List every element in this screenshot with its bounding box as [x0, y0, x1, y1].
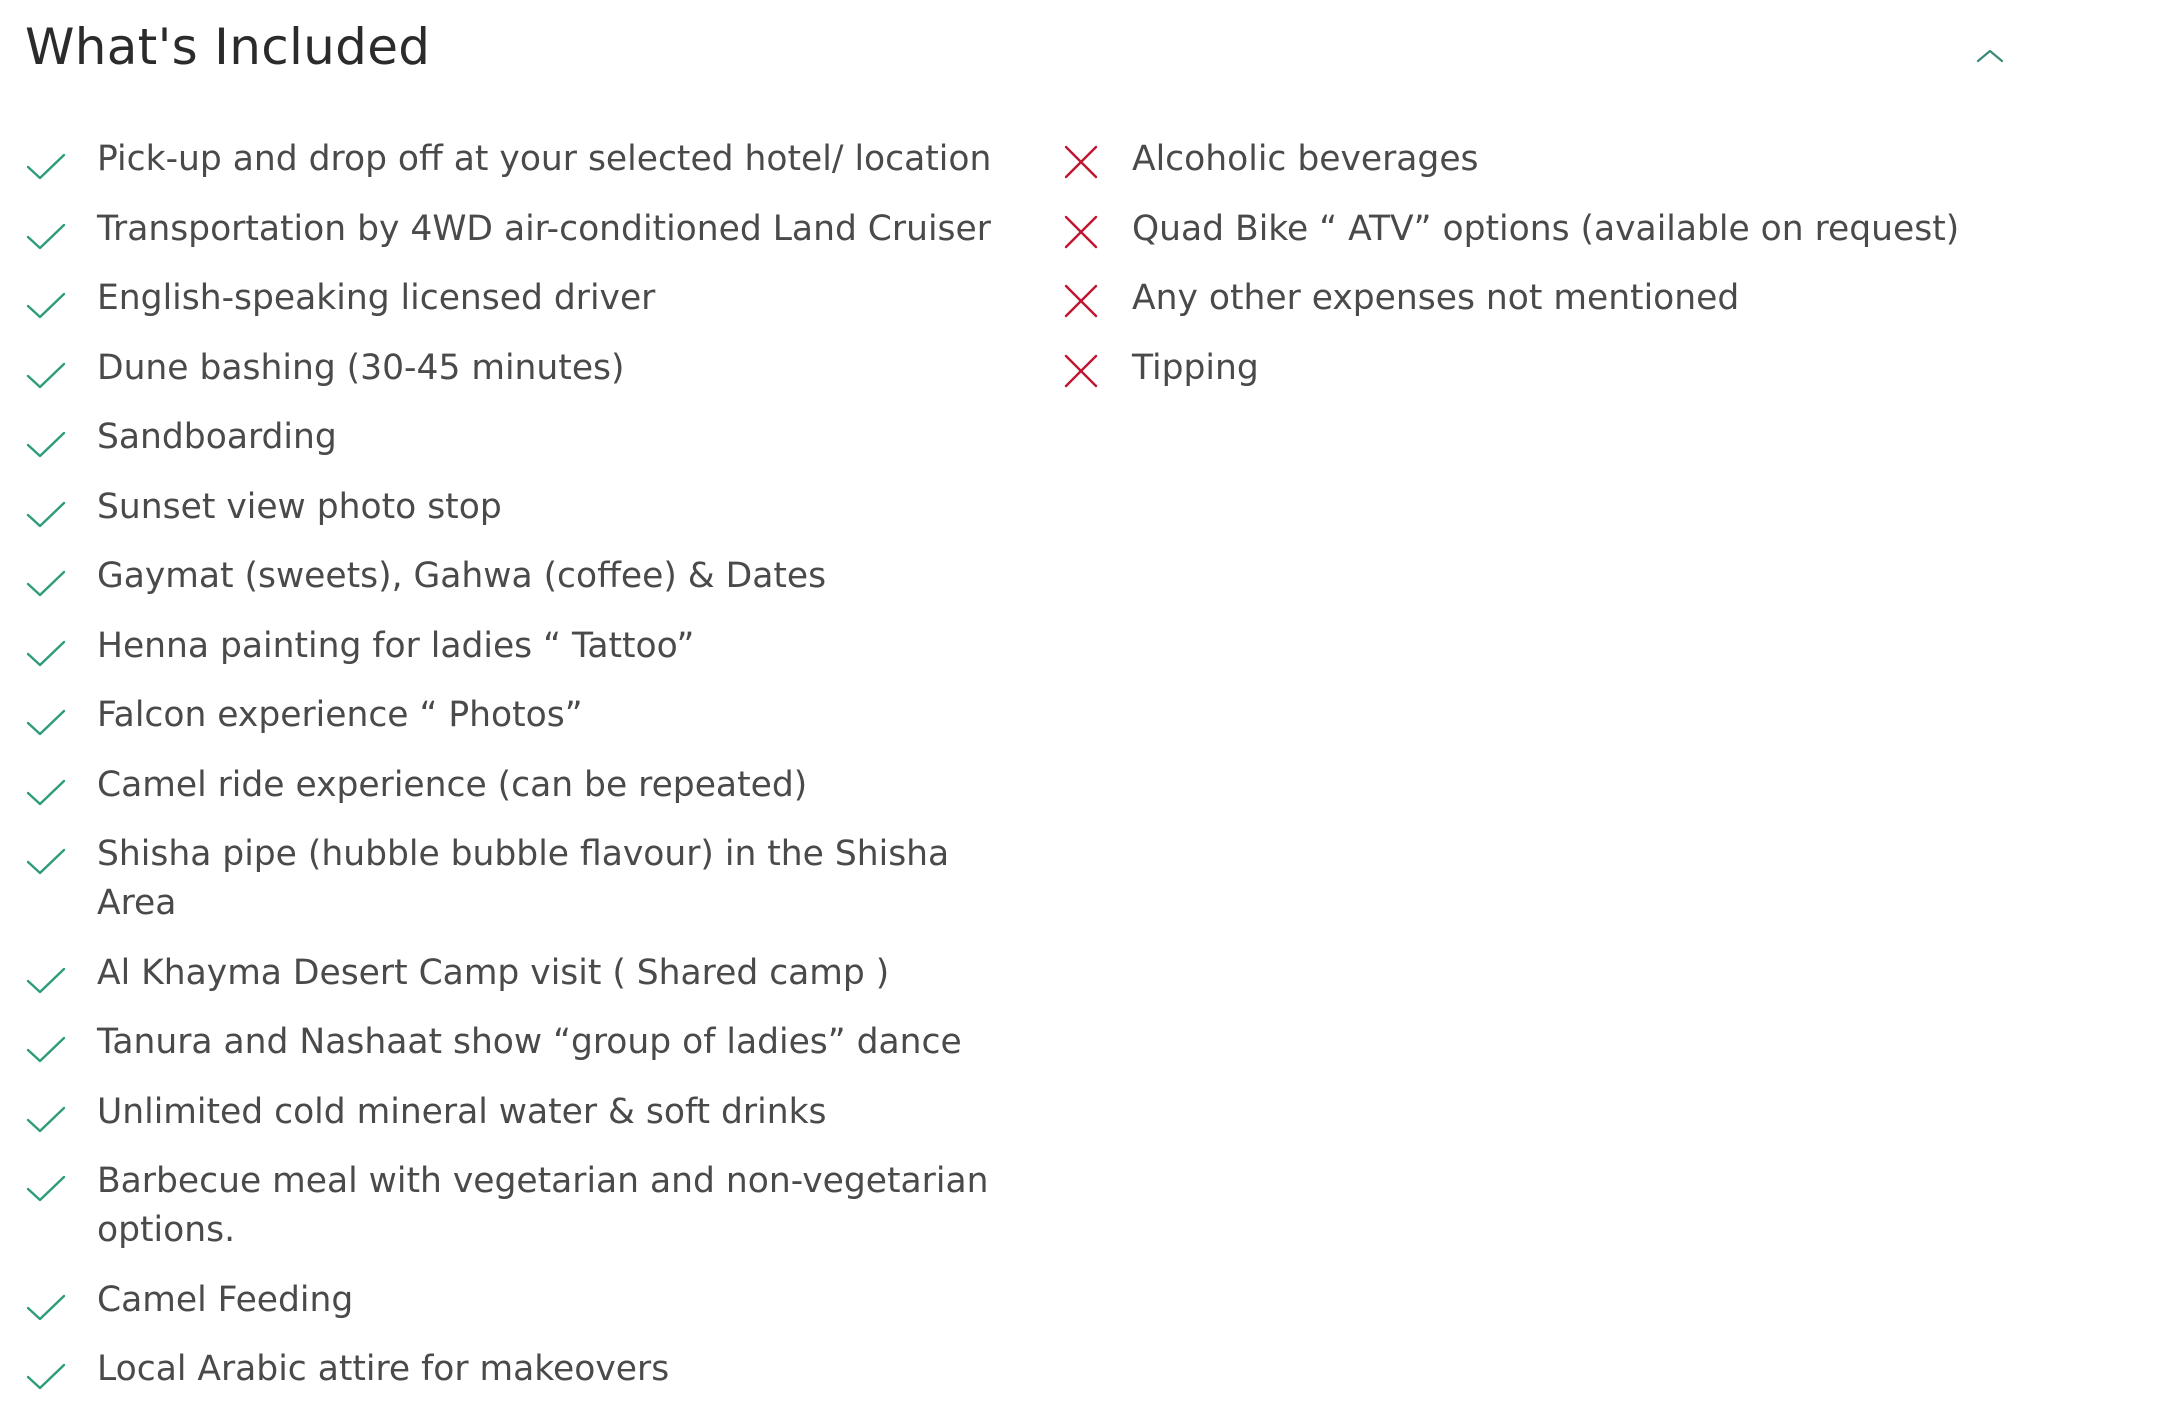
- included-item: [25, 1345, 1025, 1394]
- excluded-item-label: Any other expenses not mentioned: [1132, 278, 1740, 318]
- excluded-item: [1060, 135, 1960, 184]
- included-item-label: Barbecue meal with vegetarian and non-vegetarian options.: [97, 1161, 989, 1250]
- check-icon: [25, 284, 67, 326]
- excluded-item: [1060, 344, 1960, 393]
- included-item: [25, 413, 1025, 462]
- chevron-up-icon: [1975, 48, 2005, 64]
- included-item: [25, 949, 1025, 998]
- included-item-label: Falcon experience “ Photos”: [97, 695, 583, 735]
- check-icon: [25, 493, 67, 535]
- check-icon: [25, 959, 67, 1001]
- check-icon: [25, 423, 67, 465]
- included-item-label: Sandboarding: [97, 417, 337, 457]
- included-item-label: Shisha pipe (hubble bubble flavour) in the Shisha Area: [97, 834, 950, 923]
- included-item-label: Dune bashing (30-45 minutes): [97, 347, 625, 388]
- included-item: [25, 552, 1025, 601]
- check-icon: [25, 562, 67, 604]
- excluded-item-label: Quad Bike “ ATV” options (available on request): [1132, 208, 1960, 249]
- included-item: [25, 135, 1025, 184]
- included-item-label: Gaymat (sweets), Gahwa (coffee) & Dates: [97, 556, 827, 596]
- excluded-list: [1060, 135, 1960, 413]
- included-item: [25, 205, 1025, 254]
- check-icon: [25, 215, 67, 257]
- included-item: [25, 1157, 1025, 1255]
- collapse-toggle-button[interactable]: [1970, 36, 2010, 76]
- included-item-label: Camel ride experience (can be repeated): [97, 764, 808, 805]
- included-item-label: Unlimited cold mineral water & soft drinks: [97, 1091, 827, 1132]
- included-item: [25, 1088, 1025, 1137]
- included-item-label: Henna painting for ladies “ Tattoo”: [97, 625, 695, 666]
- check-icon: [25, 771, 67, 813]
- cross-icon: [1062, 213, 1100, 251]
- included-item: [25, 1276, 1025, 1325]
- included-item: [25, 830, 1025, 928]
- cross-icon: [1062, 352, 1100, 390]
- whats-included-header: [25, 10, 2015, 90]
- included-list: [25, 135, 1025, 1415]
- cross-icon: [1062, 282, 1100, 320]
- included-item: [25, 691, 1025, 740]
- included-item: [25, 344, 1025, 393]
- included-item-label: English-speaking licensed driver: [97, 278, 656, 318]
- included-item-label: Sunset view photo stop: [97, 486, 502, 527]
- check-icon: [25, 1286, 67, 1328]
- included-item-label: Transportation by 4WD air-conditioned Land Cruiser: [97, 208, 991, 249]
- cross-icon: [1062, 143, 1100, 181]
- included-item: [25, 622, 1025, 671]
- included-item: [25, 274, 1025, 323]
- excluded-item: [1060, 205, 1960, 254]
- check-icon: [25, 1028, 67, 1070]
- check-icon: [25, 840, 67, 882]
- check-icon: [25, 1167, 67, 1209]
- check-icon: [25, 632, 67, 674]
- excluded-item-label: Alcoholic beverages: [1132, 139, 1479, 179]
- check-icon: [25, 354, 67, 396]
- check-icon: [25, 1355, 67, 1397]
- included-item: [25, 1018, 1025, 1067]
- included-item-label: Tanura and Nashaat show “group of ladies” dance: [97, 1022, 962, 1062]
- included-item-label: Pick-up and drop off at your selected hotel/ location: [97, 139, 992, 179]
- included-item: [25, 483, 1025, 532]
- check-icon: [25, 1098, 67, 1140]
- included-item-label: Camel Feeding: [97, 1279, 354, 1320]
- excluded-item-label: Tipping: [1132, 347, 1259, 388]
- included-item: [25, 761, 1025, 810]
- included-item-label: Local Arabic attire for makeovers: [97, 1349, 670, 1389]
- section-title: What's Included: [25, 18, 431, 76]
- excluded-item: [1060, 274, 1960, 323]
- check-icon: [25, 701, 67, 743]
- check-icon: [25, 145, 67, 187]
- included-item-label: Al Khayma Desert Camp visit ( Shared camp ): [97, 952, 890, 993]
